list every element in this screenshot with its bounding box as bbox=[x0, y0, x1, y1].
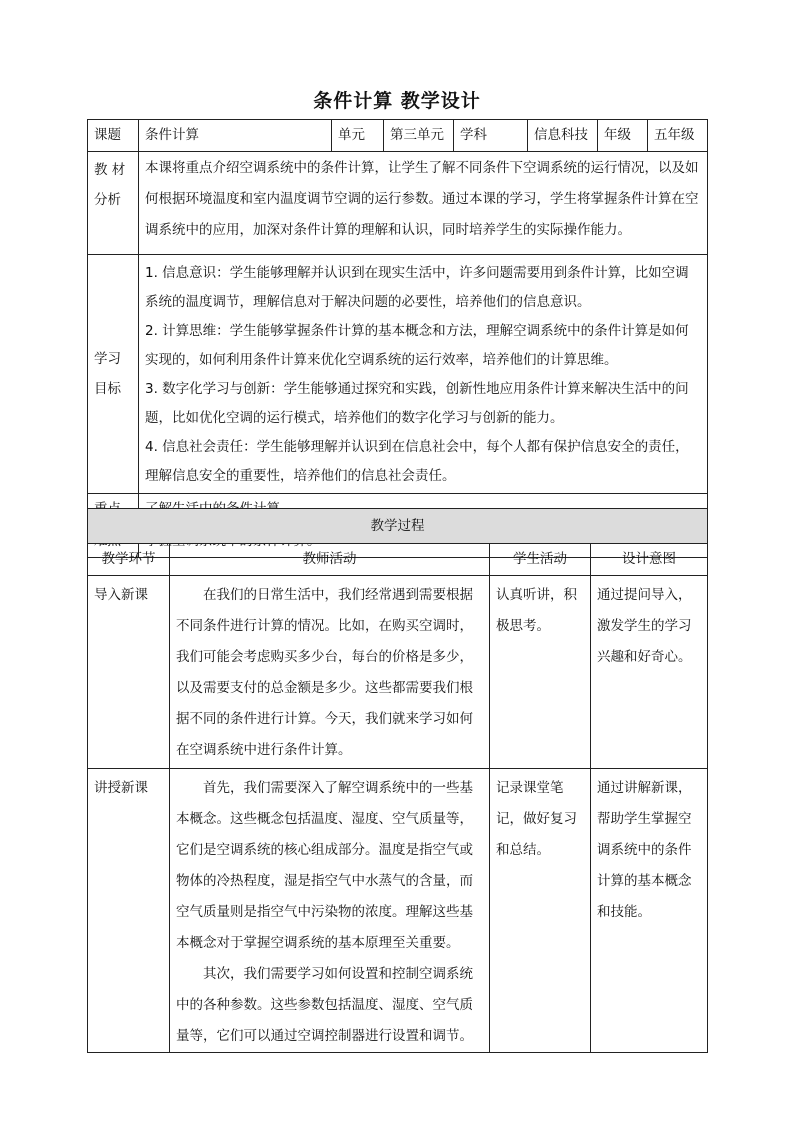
goal-item: 3. 数字化学习与创新：学生能够通过探究和实践，创新性地应用条件计算来解决生活中的问题，比如优化空调的运行模式，培养他们的数字化学习与创新的能力。 bbox=[145, 381, 689, 426]
subject-value: 信息科技 bbox=[528, 120, 598, 152]
column-header: 教学环节 bbox=[88, 544, 170, 576]
analysis-row bbox=[88, 152, 708, 255]
goal-item: 2. 计算思维：学生能够掌握条件计算的基本概念和方法，理解空调系统中的条件计算是如何实现的，如何利用条件计算来优化空调系统的运行效率，培养他们的计算思维。 bbox=[145, 323, 689, 368]
teaching-process-table bbox=[87, 508, 708, 1053]
student-activity: 记录课堂笔记，做好复习和总结。 bbox=[490, 769, 591, 1053]
student-activity: 认真听讲，积极思考。 bbox=[490, 576, 591, 769]
goals-text bbox=[139, 255, 708, 494]
stage-cell: 导入新课 bbox=[88, 576, 170, 769]
teacher-paragraph: 在我们的日常生活中，我们经常遇到需要根据不同条件进行计算的情况。比如，在购买空调时，我们可能会考虑购买多少台，每台的价格是多少，以及需要支付的总金额是多少。这些都需要我们根据不同的条件进行计算。今天，我们就来学习如何在空调系统中进行条件计算。 bbox=[176, 587, 473, 758]
grade-label: 年级 bbox=[598, 120, 648, 152]
teacher-paragraph: 其次，我们需要学习如何设置和控制空调系统中的各种参数。这些参数包括温度、湿度、空气质量等，它们可以通过空调控制器进行设置和调节。 bbox=[176, 966, 473, 1044]
goals-row bbox=[88, 255, 708, 494]
process-row bbox=[88, 576, 708, 769]
page-title: 条件计算 教学设计 bbox=[313, 90, 481, 112]
goals-label: 学习 目标 bbox=[88, 255, 139, 494]
design-intent: 通过讲解新课，帮助学生掌握空调系统中的条件计算的基本概念和技能。 bbox=[591, 769, 708, 1053]
process-heading: 教学过程 bbox=[88, 509, 708, 544]
process-heading-row bbox=[88, 509, 708, 544]
analysis-label: 教 材 分析 bbox=[88, 152, 139, 255]
goal-item: 1. 信息意识：学生能够理解并认识到在现实生活中，许多问题需要用到条件计算，比如空调系统的温度调节，理解信息对于解决问题的必要性，培养他们的信息意识。 bbox=[145, 265, 689, 310]
teacher-activity bbox=[170, 769, 490, 1053]
unit-value: 第三单元 bbox=[384, 120, 454, 152]
teacher-paragraph: 首先，我们需要深入了解空调系统中的一些基本概念。这些概念包括温度、湿度、空气质量等，它们是空调系统的核心组成部分。温度是指空气或物体的冷热程度，湿是指空气中水蒸气的含量，而空气质量则是指空气中污染物的浓度。理解这些基本概念对于掌握空调系统的基本原理至关重要。 bbox=[176, 780, 473, 951]
topic-label: 课题 bbox=[88, 120, 139, 152]
grade-value: 五年级 bbox=[648, 120, 708, 152]
subject-label: 学科 bbox=[454, 120, 528, 152]
column-header: 学生活动 bbox=[490, 544, 591, 576]
lesson-info-table bbox=[87, 119, 708, 558]
process-columns-row bbox=[88, 544, 708, 576]
stage-cell: 讲授新课 bbox=[88, 769, 170, 1053]
unit-label: 单元 bbox=[332, 120, 384, 152]
teacher-activity bbox=[170, 576, 490, 769]
column-header: 设计意图 bbox=[591, 544, 708, 576]
design-intent: 通过提问导入，激发学生的学习兴趣和好奇心。 bbox=[591, 576, 708, 769]
analysis-text: 本课将重点介绍空调系统中的条件计算，让学生了解不同条件下空调系统的运行情况，以及如何根据环境温度和室内温度调节空调的运行参数。通过本课的学习，学生将掌握条件计算在空调系统中的应用，加深对条件计算的理解和认识，同时培养学生的实际操作能力。 bbox=[139, 152, 708, 255]
goal-item: 4. 信息社会责任：学生能够理解并认识到在信息社会中，每个人都有保护信息安全的责任，理解信息安全的重要性，培养他们的信息社会责任。 bbox=[145, 439, 689, 484]
process-row bbox=[88, 769, 708, 1053]
topic-value: 条件计算 bbox=[139, 120, 332, 152]
header-row bbox=[88, 120, 708, 152]
column-header: 教师活动 bbox=[170, 544, 490, 576]
